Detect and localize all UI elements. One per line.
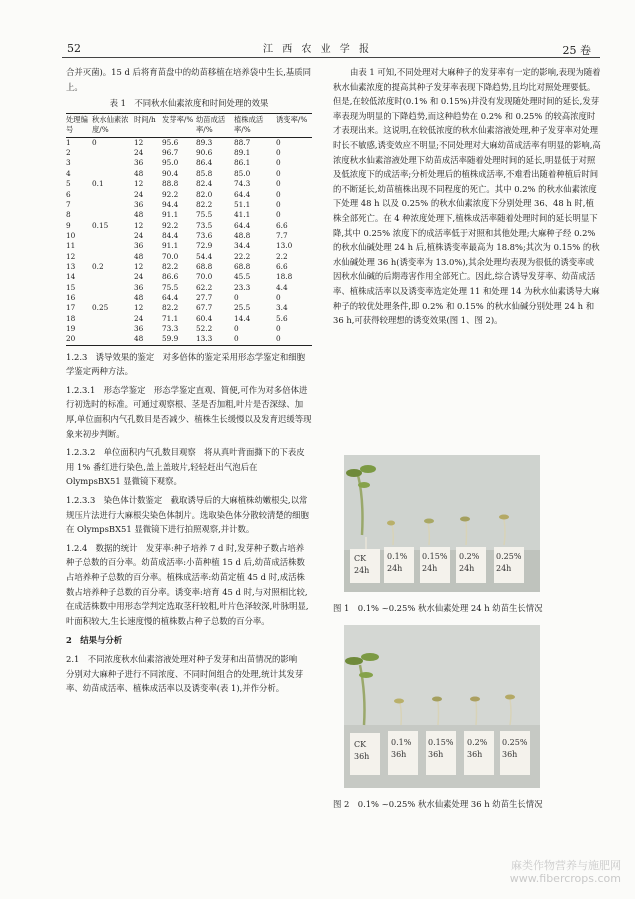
table-cell: 59.9 [162,334,179,344]
table-cell: 3 [66,158,71,168]
table-row [66,200,312,210]
seedling-label: 0.2% 36h [467,738,488,759]
table-cell: 4.4 [276,282,288,292]
table-cell: 85.8 [196,168,213,178]
table-cell: 74.3 [234,179,251,189]
table-row [66,283,312,293]
table-cell [92,158,134,168]
table-cell: 5.6 [276,313,288,323]
table-cell: 12 [66,251,76,261]
table-cell: 96.7 [162,148,179,158]
table-header-cell: 秋水仙素浓度/% [92,114,129,134]
section-1-2-3-1: 1.2.3.1 形态学鉴定 形态学鉴定直观、简便,可作为对多倍体进行初选时的标准。可通过观察根、茎是否加粗,叶片是否深绿、加厚,单位面积内气孔数目是否减少、植株生长缓慢以及发育迟缓等现象来初步判断。 [66,384,312,439]
table-cell: 0 [276,158,281,168]
table-cell: 7 [66,199,71,209]
table-cell: 0 [276,292,281,302]
table-cell: 92.2 [162,220,179,230]
table-cell: 54.4 [196,251,213,261]
table-cell: 48 [134,251,144,261]
table-cell [92,283,134,293]
table-cell: 60.4 [196,313,213,323]
table-cell: 11 [66,241,76,251]
table-cell: 91.1 [162,241,179,251]
table-cell: 15 [66,282,76,292]
table-cell: 82.4 [196,179,213,189]
table-cell: 86.4 [196,158,213,168]
table-cell: 2.2 [276,251,288,261]
table-cell: 4 [66,168,71,178]
table-header-row [66,113,312,137]
section-1-2-3-3: 1.2.3.3 染色体计数鉴定 截取诱导后的大麻植株幼嫩根尖,以常规压片法进行大麻根尖染色体制片。选取染色体分散较清楚的细胞在 OlympsBX51 显微镜下进行拍照观察,并计数。 [66,495,309,535]
table-cell: 6 [66,189,71,199]
table-cell: 0.1 [92,179,104,189]
section-1-2-3: 1.2.3 诱导效果的鉴定 对多倍体的鉴定采用形态学鉴定和细胞学鉴定两种方法。 [66,351,306,377]
table-cell: 0 [234,334,239,344]
table-cell: 85.0 [234,168,251,178]
table-row [66,190,312,200]
table-header-cell: 时间/h [134,114,156,124]
table-cell [92,190,134,200]
table-cell: 45.5 [234,272,251,282]
table-cell: 75.5 [196,210,213,220]
table-cell: 6.6 [276,220,288,230]
table-cell: 0 [276,189,281,199]
table-row [66,272,312,282]
table-cell: 36 [134,241,144,251]
table-cell: 0 [276,137,281,147]
table-cell: 48.8 [234,230,251,240]
seedling-label: 0.25% 24h [496,552,522,573]
seedling-label: CK 36h [354,740,370,761]
table-cell: 0.2 [92,261,104,271]
table-cell: 27.7 [196,292,213,302]
table-header-cell: 植株成活率/% [234,114,264,134]
table-cell: 23.3 [234,282,251,292]
table-row [66,293,312,303]
table-row [66,231,312,241]
table-caption: 表 1 不同秋水仙素浓度和时间处理的效果 [109,98,269,109]
table-cell: 75.5 [162,282,179,292]
table-cell: 12 [134,220,144,230]
table-cell: 16 [66,292,76,302]
table-cell: 24 [134,230,144,240]
table-cell: 14 [66,272,76,282]
table-cell: 0 [276,199,281,209]
table-cell: 92.2 [162,189,179,199]
table-cell: 0.15 [92,220,109,230]
table-cell: 0.25 [92,303,109,313]
seedling-label: 0.25% 36h [502,738,528,759]
table-cell: 36 [134,199,144,209]
table-cell: 12 [134,137,144,147]
table-cell: 22.2 [234,251,251,261]
watermark-url: www.fibercrops.com [509,872,621,885]
table-cell: 25.5 [234,303,251,313]
section-1-2-3-2: 1.2.3.2 单位面积内气孔数目观察 将从真叶背面撕下的下表皮用 1% 番红进行染色,盖上盖玻片,轻轻赶出气泡后在 OlympsBX51 显微镜下观察。 [66,447,305,487]
table-cell: 86.1 [234,158,251,168]
table-cell: 24 [134,313,144,323]
table-cell: 24 [134,189,144,199]
seedling-label: 0.15% 24h [422,552,448,573]
table-cell: 2 [66,148,71,158]
table-cell: 0 [92,137,97,147]
table-row [66,210,312,220]
table-cell: 13 [66,261,76,271]
table-header-cell: 幼苗成活率/% [196,114,226,134]
table-cell: 72.9 [196,241,213,251]
table-row [66,252,312,262]
table-row [66,241,312,251]
table-cell: 86.6 [162,272,179,282]
table-cell: 13.0 [276,241,293,251]
figure-1-caption: 图 1 0.1% ~0.25% 秋水仙素处理 24 h 幼苗生长情况 [333,603,543,613]
table-cell: 82.2 [196,199,213,209]
table-cell [92,324,134,334]
table-cell: 41.1 [234,210,251,220]
table-cell: 82.0 [196,189,213,199]
table-cell: 64.4 [234,189,251,199]
left-column [66,65,312,696]
table-cell: 82.2 [162,261,179,271]
section-1-2-4: 1.2.4 数据的统计 发芽率:种子培养 7 d 时,发芽种子数占培养种子总数的百分率。幼苗成活率:小苗种植 15 d 后,幼苗成活株数占培养种子总数的百分率。植株成活率:幼苗定植 45 d 时,成活株数占培养种子总数的百分率。诱变率:培育 45 d 时,与对照相比较,在成活株数中用形态学判定选取茎秆较粗,叶片色泽较深,叶脉明显,叶面积较大,生长速度慢的植株数占种子总数的百分率。 [66,542,309,626]
table-cell: 73.3 [162,323,179,333]
table-cell [92,148,134,158]
results-paragraph: 由表 1 可知,不同处理对大麻种子的发芽率有一定的影响,表现为随着秋水仙素浓度的提高其种子发芽率表现下降趋势,且均比对照处理要低。但是,在较低浓度时(0.1% 和 0.15%)并没有发现随处理时间的延长,发芽率表现为明显的下降趋势,而这种趋势在 0.2% 和 0.25% 的较高浓度时才表现出来。这说明,在较低浓度的秋水仙素溶液处理,种子发芽率对处理时长不敏感,诱变效应不明显;不同处理对大麻幼苗成活率有明显的影响,高浓度秋水仙素溶液处理下幼苗成活率随着处理时间的延长,明显低于对照及低浓度下的成活率;分析处理后的植株成活率,不难看出随着种植后时间的不断延长,幼苗植株出现不同程度的死亡。其中 0.2% 的秋水仙素浓度下处理 48 h 以及 0.25% 的秋水仙素浓度下分别处理 36、48 h 时,植株全部死亡。在 4 种浓度处理下,植株成活率随着处理时间的延长明显下降,其中 0.25% 浓度下的成活率低于对照和其他处理;大麻种子经 0.2% 的秋水仙碱处理 24 h 后,植株诱变率最高为 18.8%;其次为 0.15% 的秋水仙碱处理 36 h(诱变率为 13.0%),其余处理均表现为很低的诱变率或因秋水仙碱的后期毒害作用全部死亡。因此,综合诱导发芽率、幼苗成活率、植株成活率以及诱变率选定处理 11 和处理 14 为秋水仙素诱导大麻种子的较优处理条件,即 0.2% 和 0.15% 的秋水仙碱分别处理 24 h 和 36 h,可获得较理想的诱变效果(图 1、图 2)。 [333,67,601,326]
table-cell: 95.6 [162,137,179,147]
table-cell: 48 [134,210,144,220]
watermark [510,859,621,885]
section-2-1: 2.1 不同浓度秋水仙素溶液处理对种子发芽和出苗情况的影响 分别对大麻种子进行不同浓度、不同时间组合的处理,统计其发芽率、幼苗成活率、植株成活率以及诱变率(表 1),并作分析。 [66,653,306,694]
table-cell: 91.1 [162,210,179,220]
table-cell [92,210,134,220]
table-cell: 94.4 [162,199,179,209]
table-cell: 95.0 [162,158,179,168]
table-cell [92,252,134,262]
table-cell: 0 [276,179,281,189]
table-row [66,158,312,168]
table-cell: 13.3 [196,334,213,344]
figure-1-photo [344,455,540,592]
table-cell: 6.6 [276,261,288,271]
table-cell: 71.1 [162,313,179,323]
table-cell: 36 [134,158,144,168]
table-cell: 0 [276,334,281,344]
section-2-heading: 2 结果与分析 [66,635,123,646]
seedling-label: 0.15% 36h [428,738,454,759]
table-row [66,334,312,345]
table-cell [92,241,134,251]
table-cell [92,200,134,210]
table-cell: 88.8 [162,179,179,189]
table-cell: 48 [134,292,144,302]
table-cell: 12 [134,179,144,189]
table-cell [92,293,134,303]
table-row [66,137,312,148]
table-cell: 62.2 [196,282,213,292]
seedling-label: 0.2% 24h [459,552,480,573]
table-cell: 84.4 [162,230,179,240]
table-row [66,303,312,313]
journal-title: 江 西 农 业 学 报 [263,44,372,55]
table-cell: 52.2 [196,323,213,333]
table-header-cell: 发芽率/% [162,114,194,124]
table-row [66,221,312,231]
table-cell: 67.7 [196,303,213,313]
page-number: 52 [67,42,81,55]
table-row [66,324,312,334]
table-cell: 10 [66,230,76,240]
table-cell: 0 [276,148,281,158]
results-table [66,113,312,346]
table-cell: 8 [66,210,71,220]
table-cell: 68.8 [234,261,251,271]
table-cell: 9 [66,220,71,230]
table-cell [92,334,134,345]
table-cell: 0 [276,323,281,333]
seedling-label: 0.1% 24h [387,552,408,573]
table-cell [92,314,134,324]
figure-2-photo [344,625,540,788]
table-cell: 18 [66,313,76,323]
volume-label: 25 卷 [562,44,591,57]
table-cell: 1 [66,137,71,147]
table-row [66,314,312,324]
table-row [66,262,312,272]
watermark-title: 麻类作物营养与施肥网 [511,859,621,872]
table-cell: 34.4 [234,241,251,251]
seedling-label: CK 24h [354,554,370,575]
seedling-label: 0.1% 36h [391,738,412,759]
table-cell: 90.6 [196,148,213,158]
intro-paragraph: 合并灭菌)。15 d 后将育苗盘中的幼苗移植在培养袋中生长,基质同上。 [66,67,312,92]
table-cell: 89.3 [196,137,213,147]
table-cell: 0 [276,210,281,220]
table-cell: 73.5 [196,220,213,230]
table-cell: 7.7 [276,230,288,240]
table-cell: 48 [134,168,144,178]
figure-2-caption: 图 2 0.1% ~0.25% 秋水仙素处理 36 h 幼苗生长情况 [333,799,543,809]
header-rule [62,57,600,58]
table-cell: 14.4 [234,313,251,323]
table-cell: 90.4 [162,168,179,178]
table-cell: 17 [66,303,76,313]
table-cell: 70.0 [162,251,179,261]
table-cell [92,169,134,179]
table-cell: 36 [134,323,144,333]
table-cell: 82.2 [162,303,179,313]
table-cell: 64.4 [234,220,251,230]
table-cell: 48 [134,334,144,344]
table-cell: 3.4 [276,303,288,313]
table-cell: 18.8 [276,272,293,282]
table-cell: 12 [134,303,144,313]
table-header-cell: 诱变率/% [276,114,308,124]
table-cell: 20 [66,334,76,344]
table-cell: 88.7 [234,137,251,147]
table-cell: 0 [234,292,239,302]
table-cell: 24 [134,272,144,282]
table-cell: 5 [66,179,71,189]
table-body [66,137,312,345]
table-cell: 70.0 [196,272,213,282]
table-cell: 51.1 [234,199,251,209]
table-cell: 68.8 [196,261,213,271]
table-row [66,148,312,158]
table-cell [92,231,134,241]
table-cell: 73.6 [196,230,213,240]
table-cell: 64.4 [162,292,179,302]
table-cell: 12 [134,261,144,271]
table-row [66,169,312,179]
table-cell: 24 [134,148,144,158]
table-cell [92,272,134,282]
table-cell: 0 [276,168,281,178]
table-row [66,179,312,189]
table-cell: 19 [66,323,76,333]
table-cell: 89.1 [234,148,251,158]
table-cell: 0 [234,323,239,333]
table-cell: 36 [134,282,144,292]
right-column [333,65,601,328]
table-header-cell: 处理编号 [66,114,88,134]
